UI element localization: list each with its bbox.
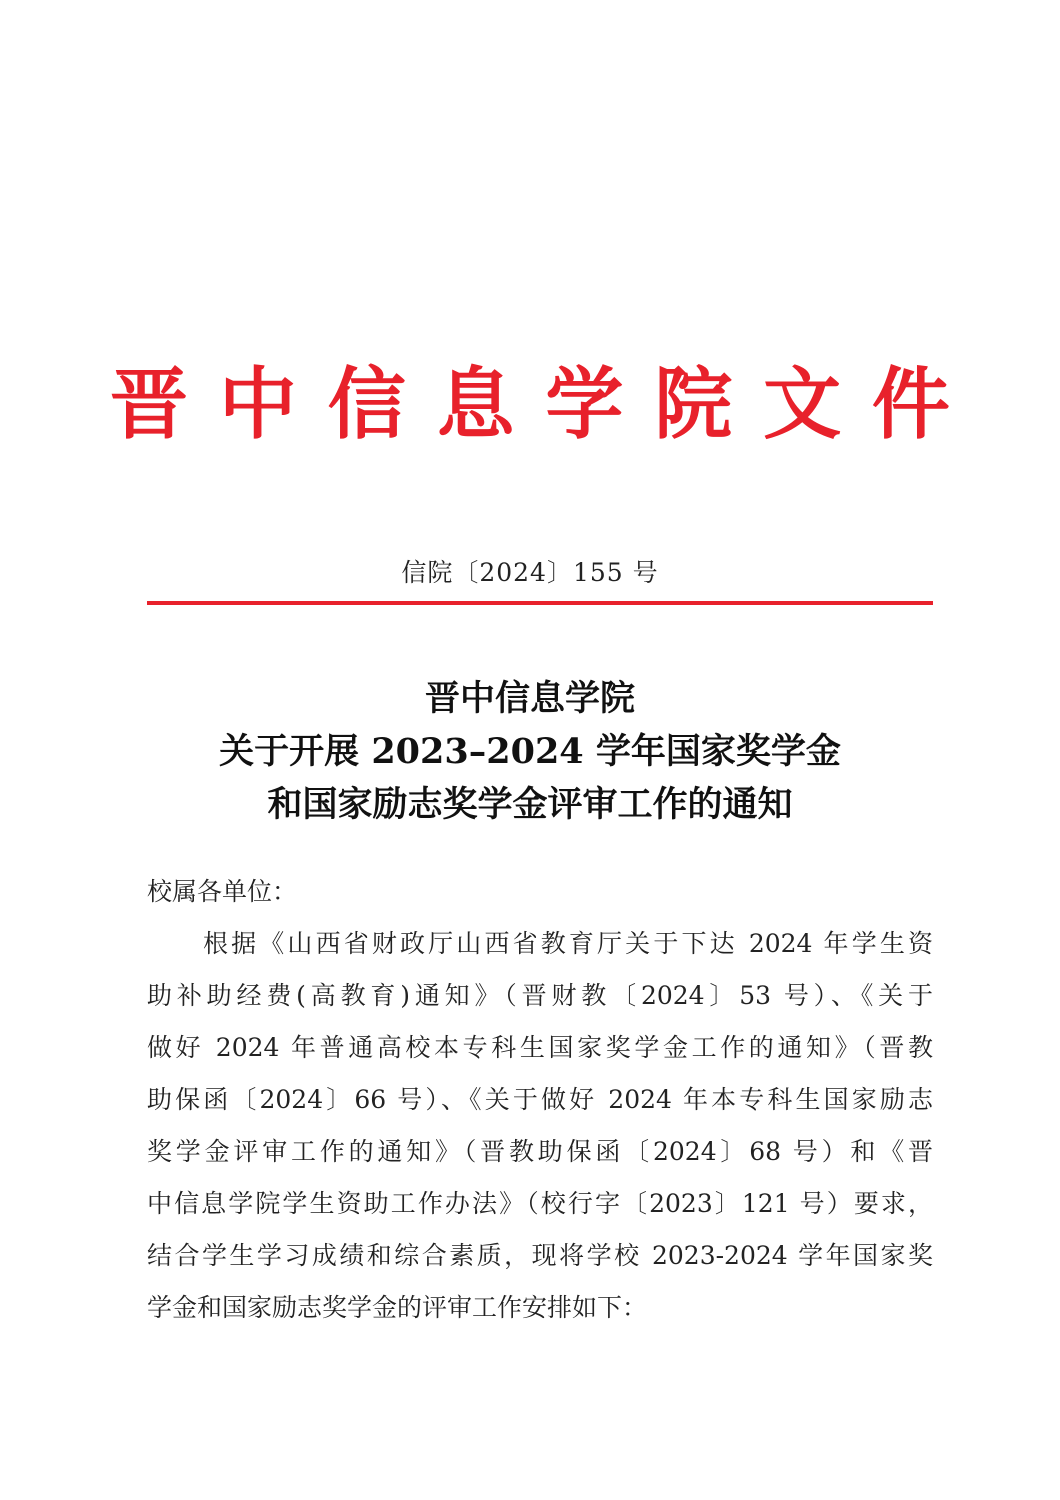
- title-line: 关于开展 2023–2024 学年国家奖学金: [219, 731, 841, 772]
- body-line: 根据《山西省财政厅山西省教育厅关于下达 2024 年学生资: [203, 929, 933, 958]
- masthead-char: 晋: [110, 359, 189, 450]
- document-title: [0, 672, 1060, 831]
- masthead-char: 文: [763, 359, 842, 450]
- document-body: [147, 866, 933, 1334]
- masthead-char: 件: [871, 359, 950, 450]
- document-masthead: [110, 355, 950, 455]
- body-line: 助补助经费(高教育)通知》（晋财教〔2024〕53 号）、《关于: [147, 981, 933, 1010]
- masthead-char: 学: [545, 359, 624, 450]
- masthead-char: 院: [654, 359, 733, 450]
- body-line: 结合学生学习成绩和综合素质，现将学校 2023-2024 学年国家奖: [147, 1241, 933, 1270]
- document-number: 信院〔2024〕155 号: [401, 558, 659, 587]
- body-line: 中信息学院学生资助工作办法》（校行字〔2023〕121 号）要求，: [147, 1189, 933, 1218]
- title-line: 和国家励志奖学金评审工作的通知: [267, 784, 793, 825]
- body-line: 助保函〔2024〕66 号）、《关于做好 2024 年本专科生国家励志: [147, 1085, 933, 1114]
- red-divider: [147, 601, 933, 605]
- title-line: 晋中信息学院: [424, 678, 635, 719]
- masthead-char: 息: [436, 359, 515, 450]
- body-line: 奖学金评审工作的通知》（晋教助保函〔2024〕68 号）和《晋: [147, 1137, 933, 1166]
- masthead-char: 信: [327, 359, 406, 450]
- body-line: 学金和国家励志奖学金的评审工作安排如下：: [147, 1293, 648, 1322]
- salutation: 校属各单位：: [147, 877, 298, 906]
- body-line: 做好 2024 年普通高校本专科生国家奖学金工作的通知》（晋教: [147, 1033, 933, 1062]
- masthead-char: 中: [218, 359, 297, 450]
